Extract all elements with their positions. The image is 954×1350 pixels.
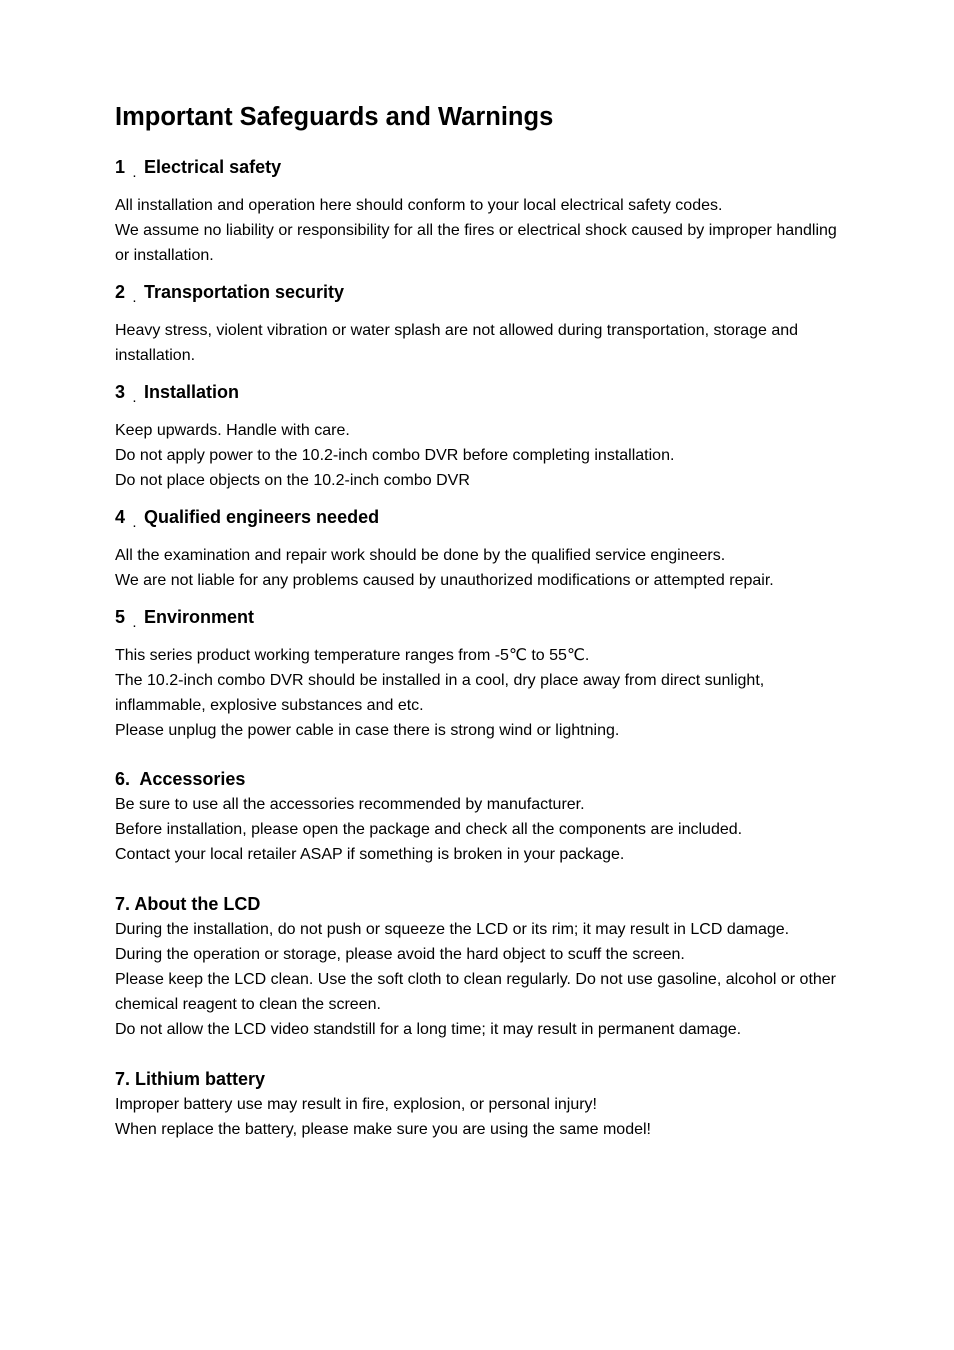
section-installation xyxy=(115,380,855,493)
section-body xyxy=(115,543,855,593)
section-number: 5 xyxy=(115,607,126,627)
section-number: 1 xyxy=(115,157,126,177)
paragraph: This series product working temperature ranges from -5℃ to 55℃. xyxy=(115,647,590,664)
paragraph: Do not allow the LCD video standstill for a long time; it may result in permanent damage. xyxy=(115,1021,742,1038)
section-title: Installation xyxy=(144,382,240,402)
paragraph: All installation and operation here should conform to your local electrical safety codes. xyxy=(115,197,723,214)
paragraph: Keep upwards. Handle with care. xyxy=(115,422,350,439)
section-heading: 7. Lithium battery xyxy=(115,1069,266,1089)
section-heading: 7. About the LCD xyxy=(115,894,261,914)
section-body xyxy=(115,792,855,867)
section-title: Electrical safety xyxy=(144,157,282,177)
section-separator: . xyxy=(132,389,137,406)
paragraph: Heavy stress, violent vibration or water splash are not allowed during transportation, storage and installation. xyxy=(115,322,799,364)
paragraph: We are not liable for any problems caused by unauthorized modifications or attempted repair. xyxy=(115,572,774,589)
section-electrical-safety xyxy=(115,155,855,268)
paragraph: We assume no liability or responsibility for all the fires or electrical shock caused by improper handling or installation. xyxy=(115,222,837,264)
section-body xyxy=(115,418,855,493)
document-title: Important Safeguards and Warnings xyxy=(115,103,554,131)
paragraph: Do not place objects on the 10.2-inch combo DVR xyxy=(115,472,470,489)
paragraph: Do not apply power to the 10.2-inch combo DVR before completing installation. xyxy=(115,447,675,464)
section-heading xyxy=(115,280,855,306)
section-body xyxy=(115,643,855,743)
section-body xyxy=(115,318,855,368)
section-lithium-battery xyxy=(115,1067,855,1142)
section-qualified-engineers xyxy=(115,505,855,593)
paragraph: Please keep the LCD clean. Use the soft cloth to clean regularly. Do not use gasoline, alcohol or other chemical reagent to clean the screen. xyxy=(115,971,837,1013)
section-separator: . xyxy=(132,514,137,531)
paragraph: Contact your local retailer ASAP if something is broken in your package. xyxy=(115,846,625,863)
section-accessories xyxy=(115,767,855,867)
section-heading: 6. Accessories xyxy=(115,769,246,789)
paragraph: Be sure to use all the accessories recommended by manufacturer. xyxy=(115,796,585,813)
section-body xyxy=(115,1092,855,1142)
section-title: Environment xyxy=(144,607,255,627)
paragraph: Please unplug the power cable in case there is strong wind or lightning. xyxy=(115,722,620,739)
section-title: Qualified engineers needed xyxy=(144,507,380,527)
paragraph: Before installation, please open the package and check all the components are included. xyxy=(115,821,743,838)
section-number: 2 xyxy=(115,282,126,302)
paragraph: During the operation or storage, please avoid the hard object to scuff the screen. xyxy=(115,946,685,963)
section-number: 3 xyxy=(115,382,126,402)
section-number: 4 xyxy=(115,507,126,527)
section-heading xyxy=(115,155,855,181)
section-about-lcd xyxy=(115,892,855,1042)
paragraph: All the examination and repair work should be done by the qualified service engineers. xyxy=(115,547,726,564)
section-separator: . xyxy=(132,164,137,181)
paragraph: During the installation, do not push or squeeze the LCD or its rim; it may result in LCD damage. xyxy=(115,921,790,938)
section-heading xyxy=(115,605,855,631)
section-transportation-security xyxy=(115,280,855,368)
section-heading xyxy=(115,505,855,531)
paragraph: Improper battery use may result in fire, explosion, or personal injury! xyxy=(115,1096,597,1113)
section-title: Transportation security xyxy=(144,282,345,302)
paragraph: The 10.2-inch combo DVR should be installed in a cool, dry place away from direct sunlight, inflammable, explosive substances and etc. xyxy=(115,672,765,714)
section-separator: . xyxy=(132,289,137,306)
section-body xyxy=(115,193,855,268)
section-separator: . xyxy=(132,614,137,631)
paragraph: When replace the battery, please make sure you are using the same model! xyxy=(115,1121,651,1138)
section-body xyxy=(115,917,855,1042)
section-environment xyxy=(115,605,855,743)
section-heading xyxy=(115,380,855,406)
